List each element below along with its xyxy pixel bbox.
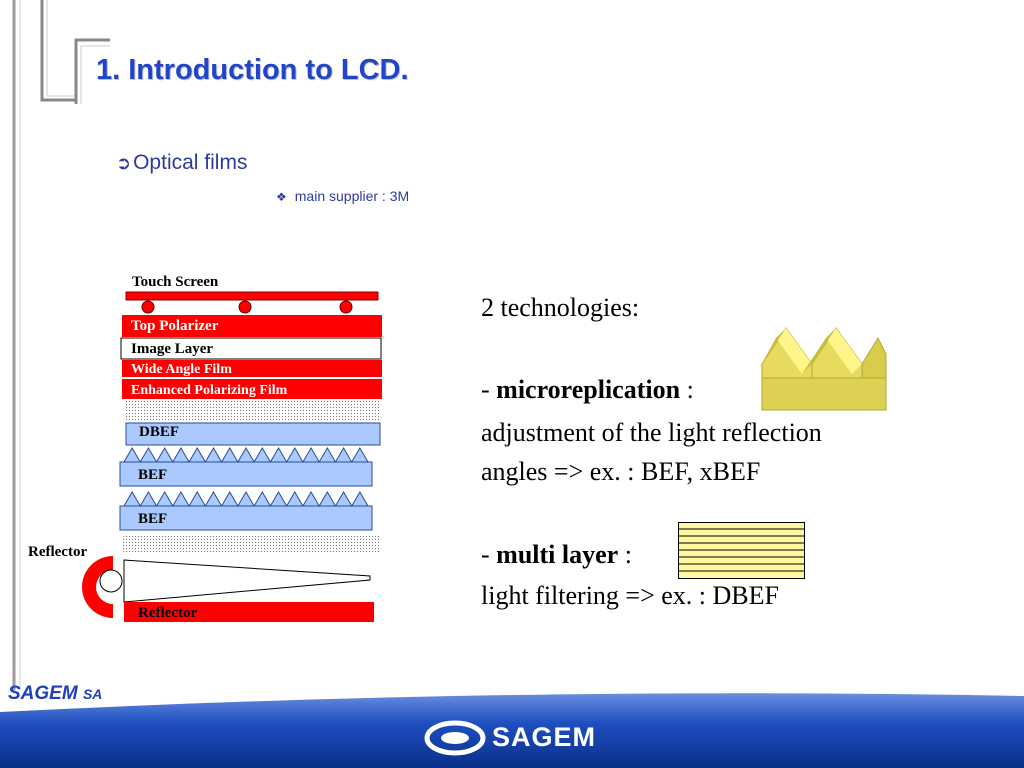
colon: : [618, 540, 632, 569]
label-touch-screen: Touch Screen [132, 274, 219, 290]
diffuser-layer [122, 536, 380, 554]
multilayer-term: multi layer [496, 540, 619, 569]
footer-brand: SAGEM [492, 722, 597, 752]
company-name [8, 683, 102, 705]
diffuser-layer [124, 401, 380, 421]
microreplication-desc-1: adjustment of the light reflection [481, 418, 822, 447]
multilayer-film-icon [678, 522, 806, 582]
slide-title: 1. Introduction to LCD. [96, 54, 409, 86]
company-suffix: SA [82, 686, 103, 702]
microreplication-term: microreplication [496, 375, 681, 404]
bullet-text: Optical films [133, 151, 248, 174]
bef-prism-row [124, 448, 368, 462]
spacer-dot [239, 301, 251, 313]
bullet-optical-films [116, 151, 247, 175]
colon: : [680, 375, 694, 404]
sub-bullet-text: main supplier : 3M [294, 188, 410, 204]
diamond-bullet-icon: ❖ [276, 190, 287, 204]
label-reflector-bottom: Reflector [138, 605, 198, 621]
label-dbef: DBEF [139, 424, 180, 440]
company-label: SAGEM [8, 683, 78, 704]
touch-screen-bar [126, 292, 378, 300]
label-bef-2: BEF [138, 511, 168, 527]
spacer-dot [340, 301, 352, 313]
lcd-layer-diagram [0, 260, 400, 630]
lamp-icon [100, 570, 122, 592]
label-wide-angle-film: Wide Angle Film [131, 362, 232, 377]
label-top-polarizer: Top Polarizer [131, 318, 219, 334]
arrow-bullet-icon: ➲ [116, 153, 132, 173]
multilayer-desc: light filtering => ex. : DBEF [481, 581, 779, 610]
label-image-layer: Image Layer [131, 341, 214, 357]
spacer-dot [142, 301, 154, 313]
sub-bullet-supplier [276, 188, 409, 204]
label-enhanced-polarizing-film: Enhanced Polarizing Film [131, 383, 288, 398]
microreplication-line [481, 375, 694, 405]
microreplication-desc-2: angles => ex. : BEF, xBEF [481, 457, 761, 486]
microreplication-prism-icon [760, 324, 890, 414]
label-bef-1: BEF [138, 467, 168, 483]
dash: - [481, 375, 497, 404]
label-reflector-side: Reflector [28, 544, 88, 560]
bef-prism-row [124, 492, 368, 506]
technologies-heading: 2 technologies: [481, 293, 640, 322]
light-guide-wedge [124, 560, 370, 602]
dash: - [481, 540, 497, 569]
multilayer-line [481, 540, 632, 570]
